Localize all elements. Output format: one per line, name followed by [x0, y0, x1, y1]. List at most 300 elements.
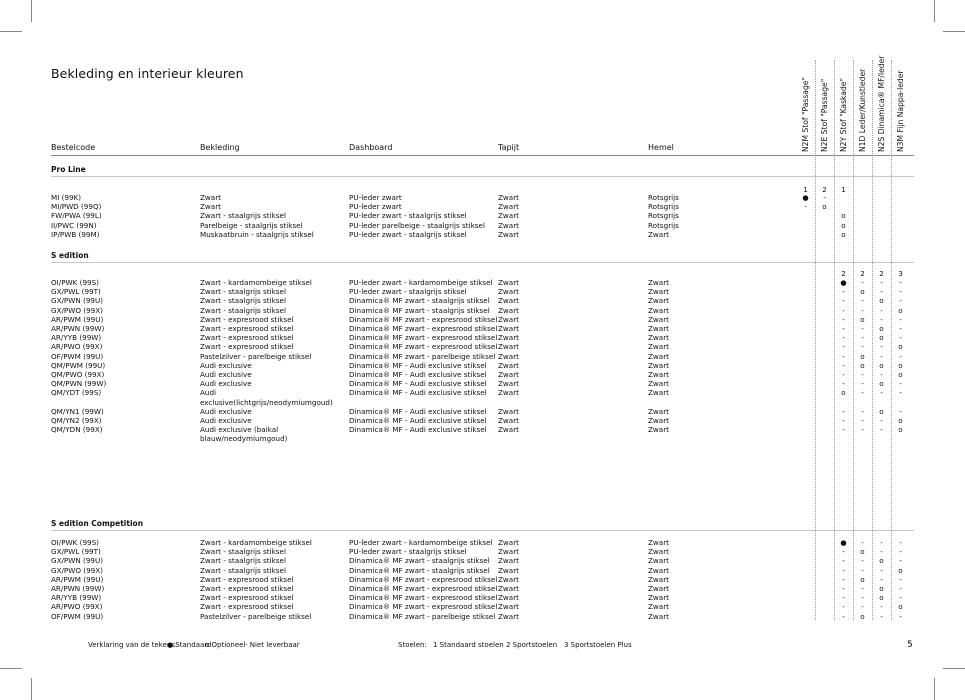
- availability-mark: -: [880, 547, 883, 557]
- availability-mark: -: [899, 379, 902, 389]
- availability-mark: -: [880, 370, 883, 379]
- cell-tapijt: Zwart: [498, 296, 519, 306]
- table-row: [51, 593, 914, 602]
- cell-code: QM/PWM (99U): [51, 360, 106, 370]
- availability-mark: o: [860, 287, 865, 297]
- availability-mark: -: [861, 565, 864, 575]
- cell-code: GX/PWN (99U): [51, 556, 104, 566]
- cell-hemel: Zwart: [648, 416, 669, 425]
- cell-code: FW/PWA (99L): [51, 211, 102, 221]
- availability-mark: o: [841, 211, 846, 221]
- table-row: [51, 602, 914, 611]
- availability-mark: -: [861, 416, 864, 425]
- legend-seat-3: 3 Sportstoelen Plus: [564, 641, 632, 649]
- cell-dashboard: Dinamica® MF - Audi exclusive stiksel: [349, 388, 487, 398]
- cell-tapijt: Zwart: [498, 351, 519, 361]
- cell-hemel: Zwart: [648, 360, 669, 370]
- availability-mark: -: [861, 593, 864, 603]
- availability-mark: ●: [802, 193, 809, 202]
- cell-tapijt: Zwart: [498, 547, 519, 557]
- availability-mark: -: [861, 425, 864, 435]
- cell-hemel: Rotsgrijs: [648, 202, 679, 212]
- cell-bekleding: Zwart - expresrood stiksel: [200, 574, 294, 584]
- table-row: [51, 425, 914, 444]
- availability-mark: -: [842, 324, 845, 333]
- availability-mark: -: [823, 193, 826, 202]
- availability-mark: -: [861, 333, 864, 343]
- availability-mark: -: [861, 370, 864, 379]
- header-divider: [51, 155, 914, 156]
- cell-code: QM/YN2 (99X): [51, 416, 102, 425]
- cell-tapijt: Zwart: [498, 324, 519, 333]
- availability-mark: -: [880, 425, 883, 435]
- availability-mark: -: [899, 406, 902, 416]
- availability-mark: -: [842, 584, 845, 593]
- cell-code: II/PWC (99N): [51, 220, 97, 230]
- cell-bekleding: Zwart - kardamombeige stiksel: [200, 538, 312, 547]
- table-row: [51, 278, 914, 287]
- cell-bekleding-continued: exclusive(lichtgrijs/neodymiumgoud): [200, 397, 333, 407]
- cell-code: GX/PWL (99T): [51, 287, 101, 297]
- cell-code: OI/PWK (99S): [51, 538, 99, 547]
- cell-dashboard: Dinamica® MF zwart - expresrood stiksel: [349, 574, 498, 584]
- availability-mark: o: [860, 314, 865, 324]
- cell-bekleding: Zwart - expresrood stiksel: [200, 324, 294, 333]
- availability-mark: -: [842, 565, 845, 575]
- availability-mark: -: [861, 342, 864, 352]
- cell-hemel: Rotsgrijs: [648, 193, 679, 202]
- availability-mark: o: [879, 324, 884, 333]
- availability-mark: -: [842, 351, 845, 361]
- availability-mark: -: [899, 324, 902, 333]
- availability-mark: -: [880, 314, 883, 324]
- cell-hemel: Zwart: [648, 611, 669, 621]
- cell-dashboard: Dinamica® MF zwart - parelbeige stiksel: [349, 611, 496, 621]
- cell-hemel: Zwart: [648, 425, 669, 435]
- table-row: [51, 315, 914, 324]
- legend-label: Verklaring van de tekens:: [88, 641, 178, 649]
- cell-dashboard: Dinamica® MF zwart - staalgrijs stiksel: [349, 305, 490, 315]
- seat-number: 2: [879, 269, 884, 278]
- cell-tapijt: Zwart: [498, 538, 519, 547]
- cell-tapijt: Zwart: [498, 593, 519, 603]
- cell-code: OF/PWM (99U): [51, 351, 104, 361]
- cell-tapijt: Zwart: [498, 360, 519, 370]
- cell-tapijt: Zwart: [498, 314, 519, 324]
- cell-bekleding: Zwart - expresrood stiksel: [200, 602, 294, 612]
- legend-optional: o Optioneel: [205, 641, 246, 649]
- cell-bekleding: Audi exclusive: [200, 406, 252, 416]
- table-row: [51, 538, 914, 547]
- cell-code: AR/PWO (99X): [51, 602, 103, 612]
- cell-tapijt: Zwart: [498, 611, 519, 621]
- cell-tapijt: Zwart: [498, 556, 519, 566]
- availability-mark: -: [880, 538, 883, 547]
- cell-hemel: Zwart: [648, 556, 669, 566]
- cell-code: QM/PWN (99W): [51, 379, 107, 389]
- availability-mark: o: [879, 593, 884, 603]
- availability-mark: -: [880, 388, 883, 398]
- seat-number: 1: [841, 185, 846, 194]
- crop-mark: [31, 0, 32, 22]
- cell-hemel: Zwart: [648, 287, 669, 297]
- cell-tapijt: Zwart: [498, 278, 519, 287]
- seat-number: 3: [898, 269, 903, 278]
- crop-mark: [943, 668, 965, 669]
- availability-mark: ●: [840, 538, 847, 547]
- cell-hemel: Zwart: [648, 388, 669, 398]
- cell-tapijt: Zwart: [498, 370, 519, 379]
- availability-mark: o: [898, 305, 903, 315]
- cell-dashboard: PU-leder zwart - kardamombeige stiksel: [349, 278, 493, 287]
- cell-bekleding: Zwart - staalgrijs stiksel: [200, 211, 286, 221]
- availability-mark: -: [842, 406, 845, 416]
- cell-dashboard: PU-leder zwart: [349, 193, 402, 202]
- cell-code: GX/PWO (99X): [51, 305, 103, 315]
- cell-bekleding: Zwart: [200, 193, 221, 202]
- cell-hemel: Zwart: [648, 602, 669, 612]
- availability-mark: -: [899, 584, 902, 593]
- availability-mark: -: [880, 565, 883, 575]
- cell-code: MI/PWD (99Q): [51, 202, 102, 212]
- cell-hemel: Zwart: [648, 333, 669, 343]
- cell-hemel: Zwart: [648, 229, 669, 239]
- availability-mark: -: [842, 425, 845, 435]
- cell-bekleding: Audi exclusive: [200, 379, 252, 389]
- availability-mark: -: [880, 602, 883, 612]
- cell-tapijt: Zwart: [498, 333, 519, 343]
- availability-mark: o: [898, 360, 903, 370]
- cell-dashboard: PU-leder zwart - staalgrijs stiksel: [349, 229, 467, 239]
- cell-bekleding: Pastelzilver - parelbeige stiksel: [200, 351, 312, 361]
- cell-code: IP/PWB (99M): [51, 229, 100, 239]
- availability-mark: -: [861, 324, 864, 333]
- table-row: [51, 221, 914, 230]
- cell-dashboard: PU-leder zwart - kardamombeige stiksel: [349, 538, 493, 547]
- seat-number: 1: [803, 185, 808, 194]
- availability-mark: -: [842, 342, 845, 352]
- cell-hemel: Zwart: [648, 342, 669, 352]
- cell-bekleding: Zwart - expresrood stiksel: [200, 333, 294, 343]
- cell-hemel: Zwart: [648, 593, 669, 603]
- availability-mark: o: [822, 202, 827, 212]
- cell-bekleding: Audi exclusive: [200, 360, 252, 370]
- table-row: [51, 370, 914, 379]
- legend-seat-2: 2 Sportstoelen: [506, 641, 558, 649]
- cell-hemel: Zwart: [648, 584, 669, 593]
- availability-mark: -: [861, 406, 864, 416]
- table-row: [51, 566, 914, 575]
- cell-code: OF/PWM (99U): [51, 611, 104, 621]
- table-row: [51, 352, 914, 361]
- availability-mark: -: [899, 611, 902, 621]
- availability-mark: o: [841, 229, 846, 239]
- cell-bekleding-continued: blauw/neodymiumgoud): [200, 434, 288, 444]
- availability-mark: o: [879, 584, 884, 593]
- cell-bekleding: Parelbeige - staalgrijs stiksel: [200, 220, 303, 230]
- cell-code: AR/PWN (99W): [51, 324, 105, 333]
- availability-mark: -: [899, 388, 902, 398]
- cell-dashboard: Dinamica® MF zwart - expresrood stiksel: [349, 342, 498, 352]
- availability-mark: -: [861, 602, 864, 612]
- cell-bekleding: Zwart - staalgrijs stiksel: [200, 296, 286, 306]
- cell-tapijt: Zwart: [498, 416, 519, 425]
- table-row: [51, 416, 914, 425]
- availability-mark: -: [861, 278, 864, 287]
- table-row: [51, 333, 914, 342]
- cell-hemel: Zwart: [648, 314, 669, 324]
- table-row: [51, 296, 914, 305]
- cell-tapijt: Zwart: [498, 602, 519, 612]
- cell-hemel: Zwart: [648, 324, 669, 333]
- table-row: [51, 211, 914, 220]
- availability-mark: o: [898, 425, 903, 435]
- section-divider: [51, 530, 914, 531]
- availability-mark: -: [842, 611, 845, 621]
- availability-mark: -: [861, 305, 864, 315]
- availability-mark: -: [899, 296, 902, 306]
- cell-code: AR/YYB (99W): [51, 593, 102, 603]
- availability-mark: -: [880, 287, 883, 297]
- column-header-hemel: Hemel: [648, 143, 674, 152]
- cell-dashboard: Dinamica® MF zwart - expresrood stiksel: [349, 314, 498, 324]
- availability-mark: -: [899, 556, 902, 566]
- table-row: [51, 230, 914, 239]
- cell-hemel: Zwart: [648, 547, 669, 557]
- availability-mark: o: [860, 351, 865, 361]
- availability-mark: -: [899, 314, 902, 324]
- availability-mark: -: [842, 547, 845, 557]
- cell-bekleding: Zwart - staalgrijs stiksel: [200, 556, 286, 566]
- cell-dashboard: Dinamica® MF zwart - expresrood stiksel: [349, 593, 498, 603]
- availability-mark: o: [841, 388, 846, 398]
- availability-mark: o: [898, 416, 903, 425]
- availability-mark: o: [879, 406, 884, 416]
- availability-mark: -: [899, 278, 902, 287]
- cell-dashboard: Dinamica® MF zwart - parelbeige stiksel: [349, 351, 496, 361]
- table-row: [51, 556, 914, 565]
- availability-mark: -: [842, 574, 845, 584]
- cell-dashboard: Dinamica® MF zwart - expresrood stiksel: [349, 584, 498, 593]
- cell-tapijt: Zwart: [498, 406, 519, 416]
- cell-tapijt: Zwart: [498, 425, 519, 435]
- cell-bekleding: Audi exclusive (baikal: [200, 425, 279, 435]
- availability-mark: -: [842, 379, 845, 389]
- table-row: [51, 342, 914, 351]
- availability-mark: -: [842, 296, 845, 306]
- cell-dashboard: Dinamica® MF zwart - expresrood stiksel: [349, 324, 498, 333]
- availability-mark: -: [880, 305, 883, 315]
- cell-bekleding: Audi exclusive: [200, 370, 252, 379]
- table-row: [51, 575, 914, 584]
- cell-hemel: Zwart: [648, 565, 669, 575]
- seat-numbers: [51, 269, 914, 278]
- availability-mark: -: [899, 287, 902, 297]
- column-header-n3m: N3M Fijn Nappa-leder: [896, 70, 905, 152]
- availability-mark: -: [861, 538, 864, 547]
- cell-bekleding: Zwart - staalgrijs stiksel: [200, 565, 286, 575]
- cell-tapijt: Zwart: [498, 211, 519, 221]
- cell-code: AR/PWM (99U): [51, 314, 104, 324]
- crop-mark: [943, 31, 965, 32]
- availability-mark: o: [898, 370, 903, 379]
- availability-mark: -: [804, 202, 807, 212]
- table-row: [51, 584, 914, 593]
- cell-hemel: Zwart: [648, 278, 669, 287]
- availability-mark: -: [880, 416, 883, 425]
- cell-hemel: Zwart: [648, 538, 669, 547]
- cell-dashboard: Dinamica® MF - Audi exclusive stiksel: [349, 379, 487, 389]
- cell-hemel: Zwart: [648, 406, 669, 416]
- availability-mark: -: [842, 360, 845, 370]
- cell-dashboard: Dinamica® MF - Audi exclusive stiksel: [349, 416, 487, 425]
- column-header-dashboard: Dashboard: [349, 143, 393, 152]
- cell-code: GX/PWO (99X): [51, 565, 103, 575]
- cell-code: QM/YN1 (99W): [51, 406, 104, 416]
- availability-mark: o: [879, 360, 884, 370]
- availability-mark: o: [898, 342, 903, 352]
- cell-dashboard: PU-leder zwart - staalgrijs stiksel: [349, 287, 467, 297]
- availability-mark: ●: [840, 278, 847, 287]
- cell-tapijt: Zwart: [498, 342, 519, 352]
- cell-code: OI/PWK (99S): [51, 278, 99, 287]
- table-row: [51, 324, 914, 333]
- cell-tapijt: Zwart: [498, 220, 519, 230]
- availability-mark: o: [879, 333, 884, 343]
- cell-code: GX/PWL (99T): [51, 547, 101, 557]
- cell-dashboard: Dinamica® MF zwart - expresrood stiksel: [349, 333, 498, 343]
- cell-bekleding: Audi exclusive: [200, 416, 252, 425]
- cell-dashboard: PU-leder zwart: [349, 202, 402, 212]
- column-header-n2y: N2Y Stof "Kaskade": [839, 78, 848, 152]
- table-row: [51, 407, 914, 416]
- seat-number: 2: [841, 269, 846, 278]
- cell-code: QM/YDT (99S): [51, 388, 102, 398]
- availability-mark: o: [841, 220, 846, 230]
- legend-not-available: - Niet leverbaar: [245, 641, 300, 649]
- availability-mark: -: [842, 602, 845, 612]
- cell-tapijt: Zwart: [498, 388, 519, 398]
- availability-mark: -: [861, 556, 864, 566]
- table-row: [51, 379, 914, 388]
- cell-code: GX/PWN (99U): [51, 296, 104, 306]
- availability-mark: o: [879, 379, 884, 389]
- cell-dashboard: Dinamica® MF zwart - staalgrijs stiksel: [349, 556, 490, 566]
- cell-bekleding: Zwart - staalgrijs stiksel: [200, 305, 286, 315]
- page-title: Bekleding en interieur kleuren: [51, 66, 244, 81]
- availability-mark: o: [898, 602, 903, 612]
- seat-number: 2: [860, 269, 865, 278]
- column-header-bekleding: Bekleding: [200, 143, 240, 152]
- cell-code: AR/PWM (99U): [51, 574, 104, 584]
- cell-tapijt: Zwart: [498, 305, 519, 315]
- availability-mark: -: [861, 296, 864, 306]
- cell-bekleding: Zwart - expresrood stiksel: [200, 584, 294, 593]
- column-header-n2m: N2M Stof "Passage": [801, 77, 810, 152]
- table-row: [51, 547, 914, 556]
- legend-seats-label: Stoelen:: [398, 641, 427, 649]
- cell-code: AR/YYB (99W): [51, 333, 102, 343]
- availability-mark: o: [860, 574, 865, 584]
- availability-mark: -: [861, 584, 864, 593]
- cell-tapijt: Zwart: [498, 229, 519, 239]
- section-divider: [51, 262, 914, 263]
- cell-tapijt: Zwart: [498, 574, 519, 584]
- section-title: S edition Competition: [51, 519, 144, 528]
- cell-code: AR/PWO (99X): [51, 342, 103, 352]
- availability-mark: -: [880, 342, 883, 352]
- cell-dashboard: PU-leder parelbeige - staalgrijs stiksel: [349, 220, 485, 230]
- availability-mark: -: [899, 351, 902, 361]
- cell-dashboard: Dinamica® MF - Audi exclusive stiksel: [349, 406, 487, 416]
- legend-seat-1: 1 Standaard stoelen: [433, 641, 504, 649]
- availability-mark: -: [861, 379, 864, 389]
- availability-mark: -: [880, 611, 883, 621]
- cell-hemel: Rotsgrijs: [648, 220, 679, 230]
- cell-hemel: Zwart: [648, 296, 669, 306]
- cell-dashboard: Dinamica® MF - Audi exclusive stiksel: [349, 360, 487, 370]
- availability-mark: -: [842, 287, 845, 297]
- availability-mark: o: [860, 547, 865, 557]
- table-row: [51, 388, 914, 407]
- availability-mark: -: [861, 388, 864, 398]
- cell-dashboard: Dinamica® MF zwart - staalgrijs stiksel: [349, 296, 490, 306]
- table-row: [51, 287, 914, 296]
- availability-mark: -: [842, 556, 845, 566]
- cell-bekleding: Zwart - staalgrijs stiksel: [200, 547, 286, 557]
- availability-mark: -: [899, 538, 902, 547]
- section-divider: [51, 176, 914, 177]
- cell-hemel: Rotsgrijs: [648, 211, 679, 221]
- table-row: [51, 361, 914, 370]
- cell-bekleding: Zwart - expresrood stiksel: [200, 593, 294, 603]
- crop-mark: [934, 678, 935, 700]
- cell-tapijt: Zwart: [498, 193, 519, 202]
- section-title: Pro Line: [51, 165, 86, 174]
- cell-dashboard: Dinamica® MF zwart - expresrood stiksel: [349, 602, 498, 612]
- cell-tapijt: Zwart: [498, 584, 519, 593]
- seat-number: 2: [822, 185, 827, 194]
- cell-hemel: Zwart: [648, 379, 669, 389]
- availability-mark: -: [842, 593, 845, 603]
- table-row: [51, 193, 914, 202]
- cell-dashboard: Dinamica® MF - Audi exclusive stiksel: [349, 370, 487, 379]
- availability-mark: o: [879, 296, 884, 306]
- availability-mark: -: [842, 416, 845, 425]
- crop-mark: [31, 678, 32, 700]
- availability-mark: -: [880, 574, 883, 584]
- availability-mark: -: [899, 593, 902, 603]
- cell-bekleding: Muskaatbruin - staalgrijs stiksel: [200, 229, 314, 239]
- availability-mark: -: [842, 370, 845, 379]
- cell-bekleding: Zwart - kardamombeige stiksel: [200, 278, 312, 287]
- cell-bekleding: Zwart - expresrood stiksel: [200, 314, 294, 324]
- table-row: [51, 306, 914, 315]
- availability-mark: -: [880, 278, 883, 287]
- availability-mark: o: [898, 565, 903, 575]
- column-header-n2s: N2S Dinamica® MF/leder: [877, 55, 886, 152]
- cell-tapijt: Zwart: [498, 379, 519, 389]
- column-header-tapijt: Tapijt: [498, 143, 520, 152]
- page-number: 5: [907, 640, 913, 650]
- section-title: S edition: [51, 251, 89, 260]
- availability-mark: -: [842, 305, 845, 315]
- cell-code: QM/YDN (99X): [51, 425, 103, 435]
- cell-tapijt: Zwart: [498, 565, 519, 575]
- availability-mark: o: [879, 556, 884, 566]
- cell-bekleding: Zwart - expresrood stiksel: [200, 342, 294, 352]
- cell-dashboard: Dinamica® MF - Audi exclusive stiksel: [349, 425, 487, 435]
